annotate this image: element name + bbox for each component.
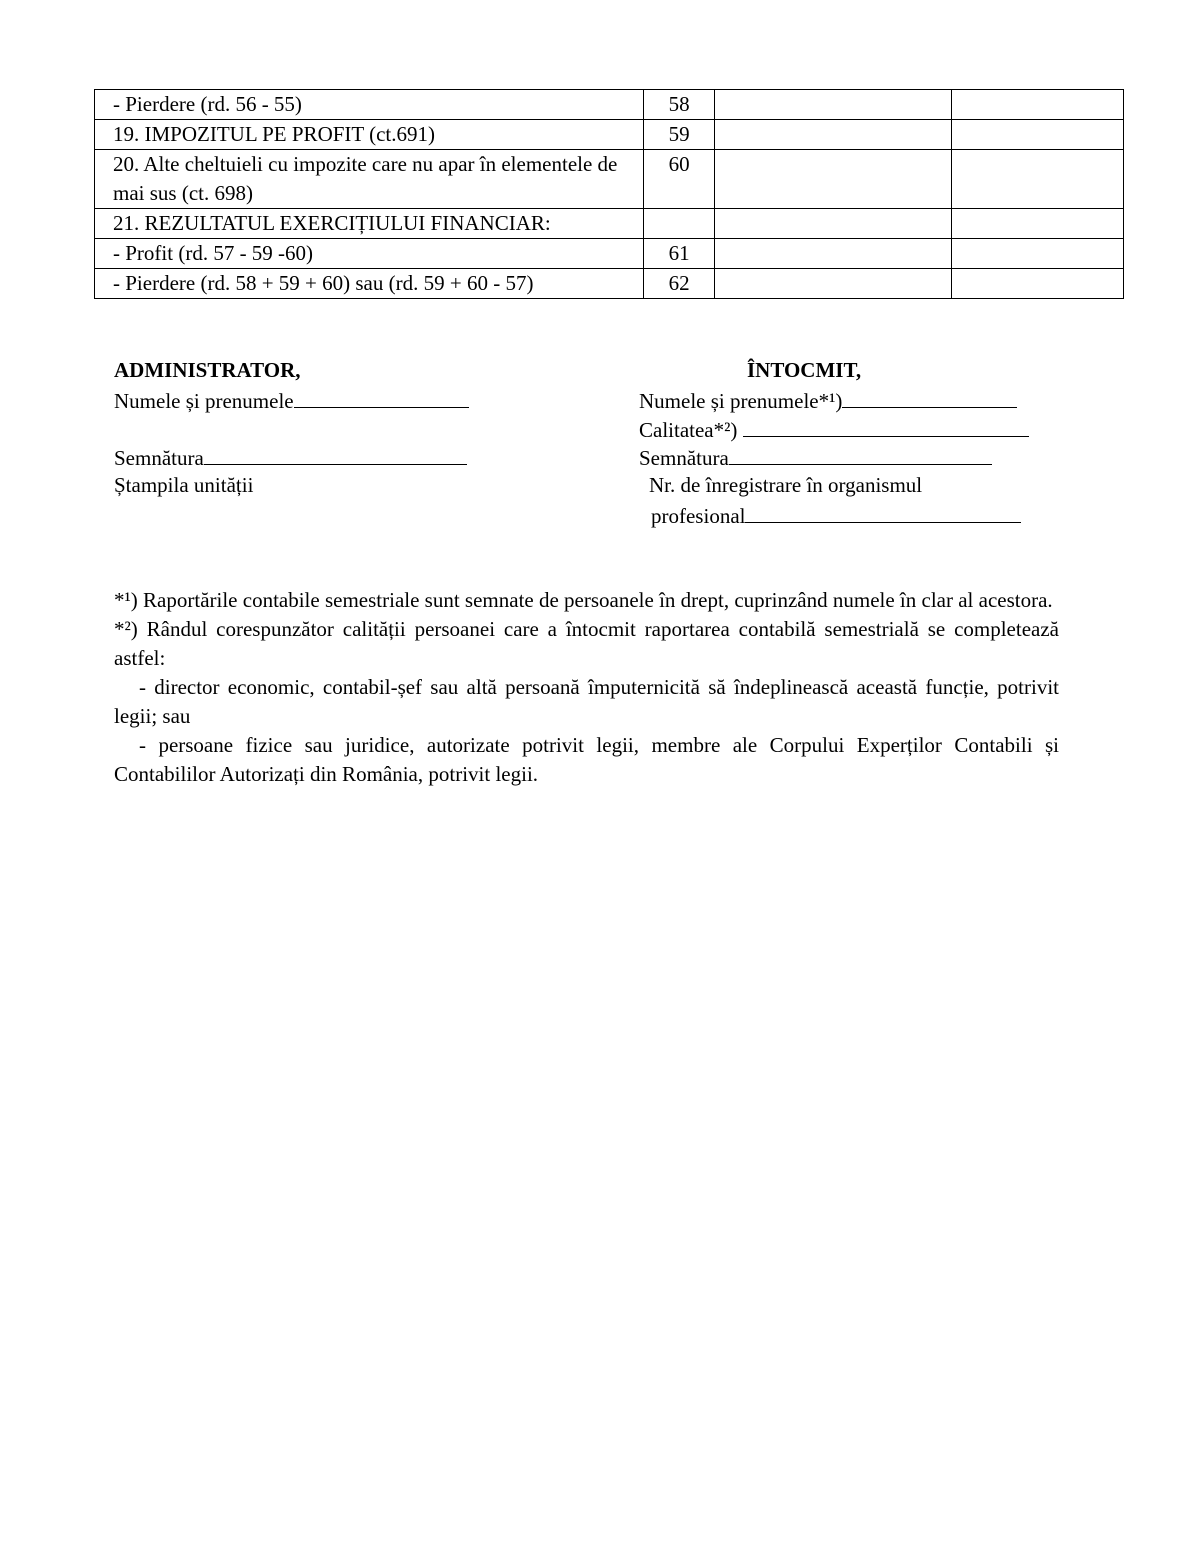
row-number bbox=[644, 209, 715, 239]
preparer-signature-field bbox=[639, 442, 992, 473]
preparer-quality-label: Calitatea*²) bbox=[639, 418, 738, 442]
administrator-title: ADMINISTRATOR, bbox=[114, 358, 301, 382]
row-number: 58 bbox=[644, 90, 715, 120]
preparer-signature-label: Semnătura bbox=[639, 446, 729, 470]
footnote-2-option-2: - persoane fizice sau juridice, autorizate potrivit legii, membre ale Corpului Experților Contabili și Contabililor Autorizați din România, potrivit legii. bbox=[114, 733, 1059, 786]
table-row bbox=[95, 150, 1124, 209]
stamp-label: Ștampila unității bbox=[114, 473, 254, 497]
value-cell bbox=[715, 150, 952, 209]
row-number: 61 bbox=[644, 239, 715, 269]
registration-label-line-2: profesional bbox=[651, 504, 746, 528]
footnote-2: *²) Rândul corespunzător calității persoanei care a întocmit raportarea contabilă semestrială se completează astfel: bbox=[114, 617, 1059, 670]
administrator-signature-label: Semnătura bbox=[114, 446, 204, 470]
preparer-name-label: Numele și prenumele*¹) bbox=[639, 389, 843, 413]
administrator-name-field bbox=[114, 385, 469, 416]
financial-report-table bbox=[94, 89, 1124, 299]
value-cell bbox=[952, 90, 1124, 120]
value-cell bbox=[952, 150, 1124, 209]
administrator-name-line bbox=[294, 385, 469, 408]
value-cell bbox=[952, 269, 1124, 299]
row-label: 19. IMPOZITUL PE PROFIT (ct.691) bbox=[95, 120, 644, 150]
row-label: - Pierdere (rd. 58 + 59 + 60) sau (rd. 59 + 60 - 57) bbox=[95, 269, 644, 299]
preparer-signature-line bbox=[729, 442, 992, 465]
value-cell bbox=[715, 120, 952, 150]
administrator-name-label: Numele și prenumele bbox=[114, 389, 294, 413]
row-label: 21. REZULTATUL EXERCIȚIULUI FINANCIAR: bbox=[95, 209, 644, 239]
row-number: 59 bbox=[644, 120, 715, 150]
value-cell bbox=[952, 239, 1124, 269]
row-number: 62 bbox=[644, 269, 715, 299]
value-cell bbox=[715, 90, 952, 120]
row-label: 20. Alte cheltuieli cu impozite care nu apar în elementele de mai sus (ct. 698) bbox=[95, 150, 644, 209]
table-row bbox=[95, 269, 1124, 299]
registration-line bbox=[745, 500, 1021, 523]
value-cell bbox=[952, 209, 1124, 239]
footnotes bbox=[114, 586, 1059, 789]
table-row bbox=[95, 120, 1124, 150]
value-cell bbox=[715, 239, 952, 269]
administrator-signature-line bbox=[204, 442, 467, 465]
administrator-signature-field bbox=[114, 442, 467, 473]
table-row bbox=[95, 90, 1124, 120]
table-row bbox=[95, 239, 1124, 269]
row-label: - Pierdere (rd. 56 - 55) bbox=[95, 90, 644, 120]
preparer-name-line bbox=[842, 385, 1017, 408]
preparer-quality-line bbox=[743, 414, 1029, 437]
intocmit-title: ÎNTOCMIT, bbox=[747, 358, 862, 382]
value-cell bbox=[715, 209, 952, 239]
registration-field bbox=[651, 500, 1021, 531]
registration-label-line-1: Nr. de înregistrare în organismul bbox=[649, 473, 923, 497]
preparer-name-field bbox=[639, 385, 1017, 416]
footnote-1: *¹) Raportările contabile semestriale sunt semnate de persoanele în drept, cuprinzând numele în clar al acestora. bbox=[114, 588, 1053, 612]
row-number: 60 bbox=[644, 150, 715, 209]
table-row bbox=[95, 209, 1124, 239]
preparer-quality-field bbox=[639, 414, 1029, 445]
row-label: - Profit (rd. 57 - 59 -60) bbox=[95, 239, 644, 269]
value-cell bbox=[715, 269, 952, 299]
footnote-2-option-1: - director economic, contabil-șef sau altă persoană împuternicită să îndeplinească această funcție, potrivit legii; sau bbox=[114, 675, 1059, 728]
value-cell bbox=[952, 120, 1124, 150]
